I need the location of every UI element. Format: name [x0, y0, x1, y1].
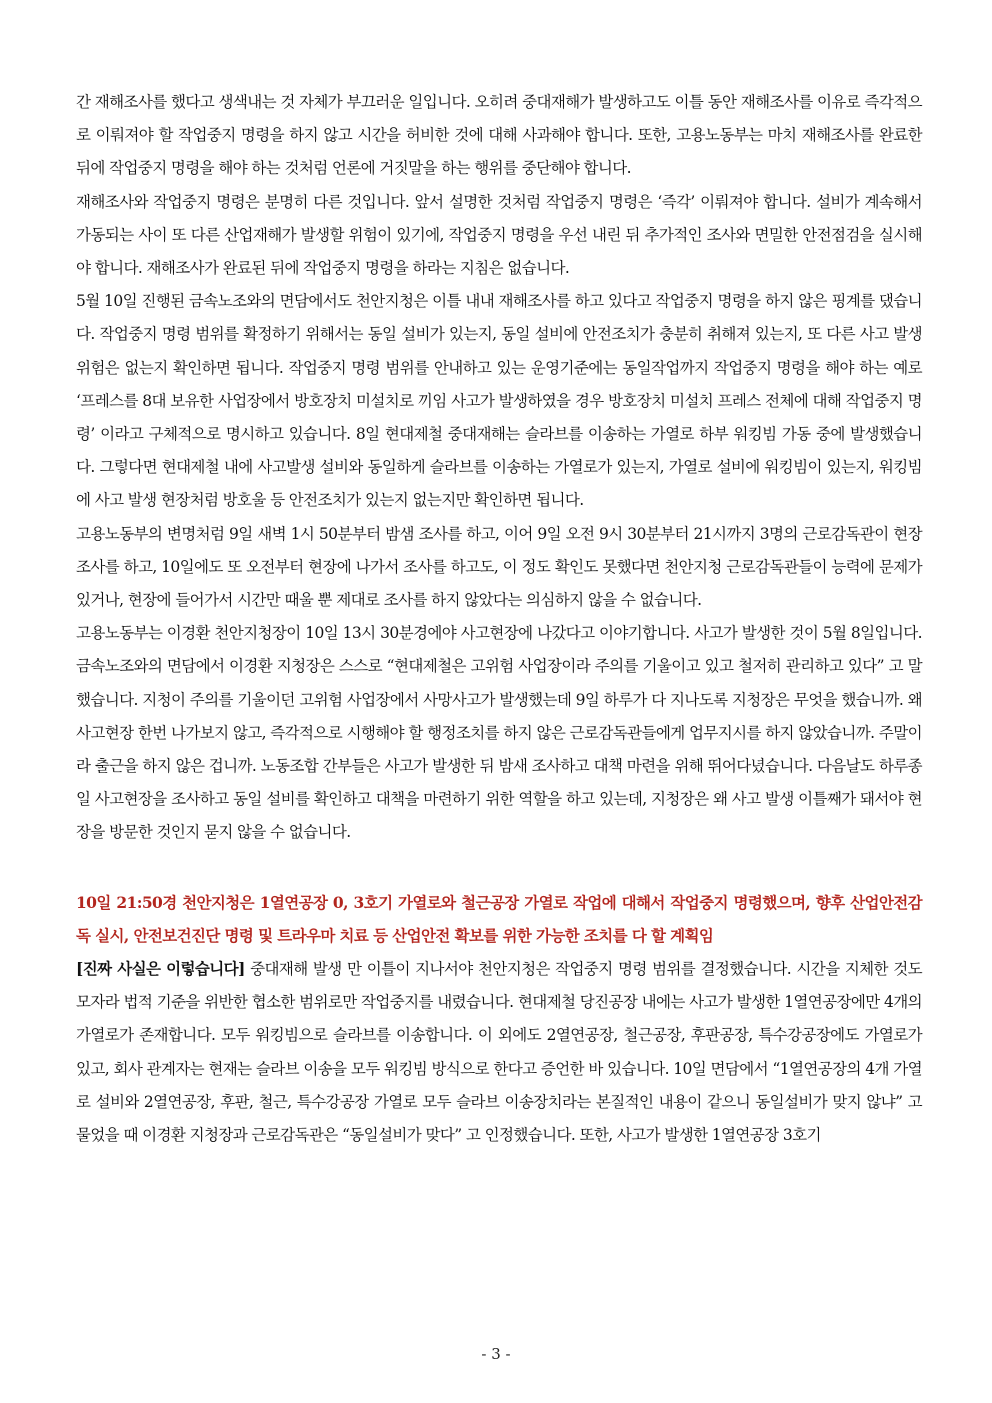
paragraph-4: 고용노동부의 변명처럼 9일 새벽 1시 50분부터 밤샘 조사를 하고, 이어 9일 오전 9시 30분부터 21시까지 3명의 근로감독관이 현장조사를 하고, 10일에도 또 오전부터 현장에 나가서 조사를 하고도, 이 정도 확인도 못했다면 천안지청 근로감독관들이 능력에 문제가 있거나, 현장에 들어가서 시간만 때울 뿐 제대로 조사를 하지 않았다는 의심하지 않을 수 없습니다. [76, 524, 922, 610]
document-body [76, 86, 922, 1152]
truth-paragraph [76, 952, 922, 1152]
truth-body: 중대재해 발생 만 이틀이 지나서야 천안지청은 작업중지 명령 범위를 결정했습니다. 시간을 지체한 것도 모자라 법적 기준을 위반한 협소한 범위로만 작업중지를 내렸습니다. 현대제철 당진공장 내에는 사고가 발생한 1열연공장에만 4개의 가열로가 존재합니다. 모두 워킹빔으로 슬라브를 이송합니다. 이 외에도 2열연공장, 철근공장, 후판공장, 특수강공장에도 가열로가 있고, 회사 관계자는 현재는 슬라브 이송을 모두 워킹빔 방식으로 한다고 증언한 바 있습니다. 10일 면담에서 “1열연공장의 4개 가열로 설비와 2열연공장, 후판, 철근, 특수강공장 가열로 모두 슬라브 이송장치라는 본질적인 내용이 같으니 동일설비가 맞지 않냐” 고 물었을 때 이경환 지청장과 근로감독관은 “동일설비가 맞다” 고 인정했습니다. 또한, 사고가 발생한 1열연공장 3호기 [76, 960, 923, 1145]
page-number: - 3 - [481, 1345, 511, 1363]
paragraph-5: 고용노동부는 이경환 천안지청장이 10일 13시 30분경에야 사고현장에 나갔다고 이야기합니다. 사고가 발생한 것이 5월 8일입니다. 금속노조와의 면담에서 이경환 지청장은 스스로 “현대제철은 고위험 사업장이라 주의를 기울이고 있고 철저히 관리하고 있다” 고 말했습니다. 지청이 주의를 기울이던 고위험 사업장에서 사망사고가 발생했는데 9일 하루가 다 지나도록 지청장은 무엇을 했습니까. 왜 사고현장 한번 나가보지 않고, 즉각적으로 시행해야 할 행정조치를 하지 않은 근로감독관들에게 업무지시를 하지 않았습니까. 주말이라 출근을 하지 않은 겁니까. 노동조합 간부들은 사고가 발생한 뒤 밤새 조사하고 대책 마련을 위해 뛰어다녔습니다. 다음날도 하루종일 사고현장을 조사하고 동일 설비를 확인하고 대책을 마련하기 위한 역할을 하고 있는데, 지청장은 왜 사고 발생 이틀째가 돼서야 현장을 방문한 것인지 묻지 않을 수 없습니다. [76, 624, 922, 842]
section-spacer [76, 850, 922, 886]
paragraph-3: 5월 10일 진행된 금속노조와의 면담에서도 천안지청은 이틀 내내 재해조사를 하고 있다고 작업중지 명령을 하지 않은 핑계를 댔습니다. 작업중지 명령 범위를 확정하기 위해서는 동일 설비가 있는지, 동일 설비에 안전조치가 충분히 취해져 있는지, 또 다른 사고 발생 위험은 없는지 확인하면 됩니다. 작업중지 명령 범위를 안내하고 있는 운영기준에는 동일작업까지 작업중지 명령을 해야 하는 예로 ‘프레스를 8대 보유한 사업장에서 방호장치 미설치로 끼임 사고가 발생하였을 경우 방호장치 미설치 프레스 전체에 대해 작업중지 명령’ 이라고 구체적으로 명시하고 있습니다. 8일 현대제철 중대재해는 슬라브를 이송하는 가열로 하부 워킹빔 가동 중에 발생했습니다. 그렇다면 현대제철 내에 사고발생 설비와 동일하게 슬라브를 이송하는 가열로가 있는지, 가열로 설비에 워킹빔이 있는지, 워킹빔에 사고 발생 현장처럼 방호울 등 안전조치가 있는지 없는지만 확인하면 됩니다. [76, 292, 922, 510]
paragraph-2: 재해조사와 작업중지 명령은 분명히 다른 것입니다. 앞서 설명한 것처럼 작업중지 명령은 ‘즉각’ 이뤄져야 합니다. 설비가 계속해서 가동되는 사이 또 다른 산업재해가 발생할 위험이 있기에, 작업중지 명령을 우선 내린 뒤 추가적인 조사와 면밀한 안전점검을 실시해야 합니다. 재해조사가 완료된 뒤에 작업중지 명령을 하라는 지침은 없습니다. [76, 192, 922, 278]
truth-label: [진짜 사실은 이렇습니다] [76, 959, 245, 979]
claim-headline: 10일 21:50경 천안지청은 1열연공장 0, 3호기 가열로와 철근공장 가열로 작업에 대해서 작업중지 명령했으며, 향후 산업안전감독 실시, 안전보건진단 명령 및 트라우마 치료 등 산업안전 확보를 위한 가능한 조치를 다 할 계획임 [76, 892, 922, 945]
paragraph-1: 간 재해조사를 했다고 생색내는 것 자체가 부끄러운 일입니다. 오히려 중대재해가 발생하고도 이틀 동안 재해조사를 이유로 즉각적으로 이뤄져야 할 작업중지 명령을 하지 않고 시간을 허비한 것에 대해 사과해야 합니다. 또한, 고용노동부는 마치 재해조사를 완료한 뒤에 작업중지 명령을 해야 하는 것처럼 언론에 거짓말을 하는 행위를 중단해야 합니다. [76, 93, 922, 178]
